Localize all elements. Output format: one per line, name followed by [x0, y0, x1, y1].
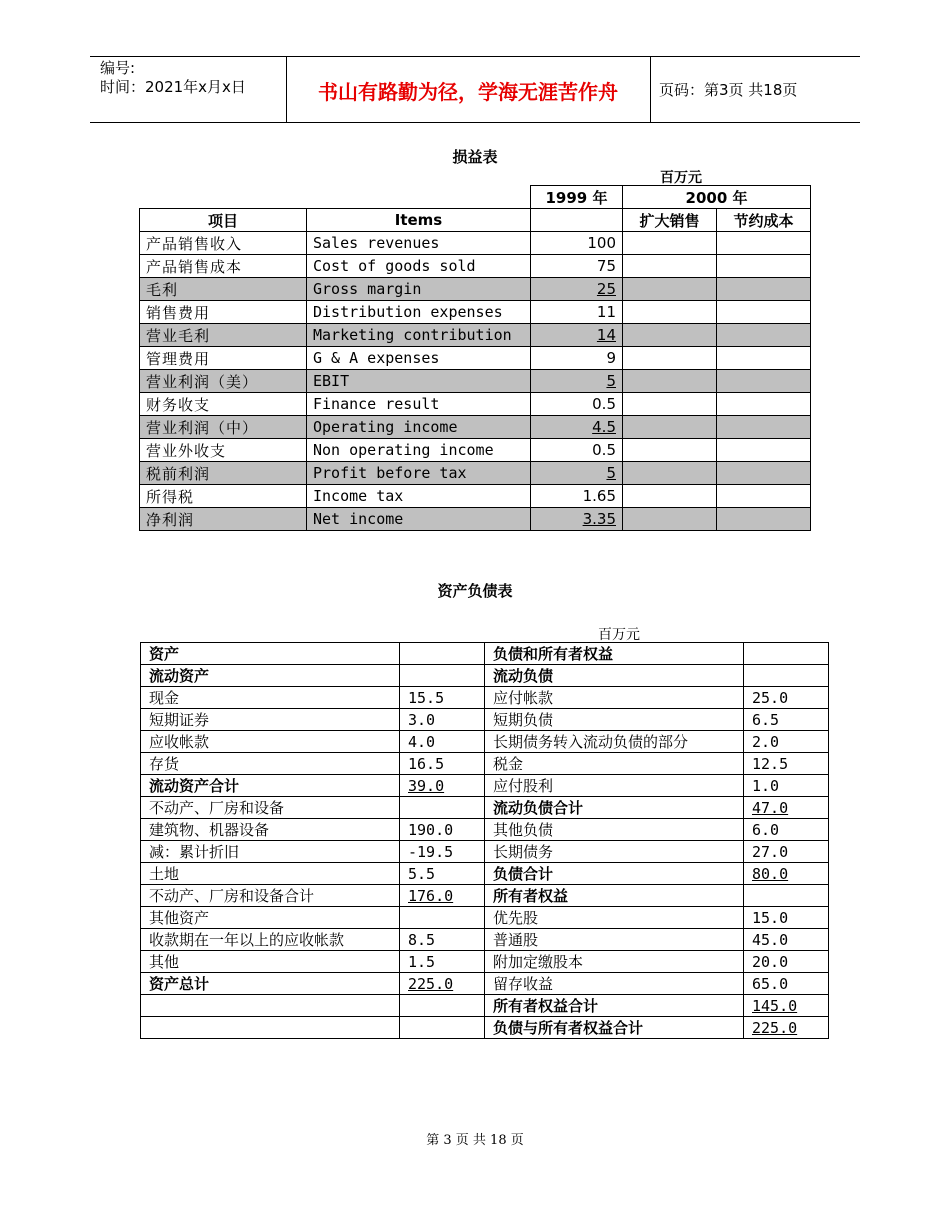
value-1999-cell	[531, 278, 623, 301]
table-row	[140, 278, 811, 301]
subtotal-value: 5	[606, 464, 616, 482]
liability-label-cell: 负债与所有者权益合计	[485, 1017, 744, 1039]
value-2000-expand-cell	[623, 462, 717, 485]
value-1999-cell: 11	[531, 301, 623, 324]
value-1999-cell	[531, 416, 623, 439]
asset-value-cell	[400, 973, 485, 995]
table-row	[141, 687, 829, 709]
asset-label-cell: 不动产、厂房和设备合计	[141, 885, 400, 907]
income-statement-title: 损益表	[452, 148, 498, 166]
asset-label-cell: 不动产、厂房和设备	[141, 797, 400, 819]
liability-value-cell	[744, 1017, 829, 1039]
year-2000-header: 2000 年	[623, 186, 811, 209]
liability-label-cell: 流动负债合计	[485, 797, 744, 819]
liability-label-cell: 其他负债	[485, 819, 744, 841]
value-2000-save-cell	[717, 393, 811, 416]
subtotal-value: 39.0	[408, 776, 445, 795]
value-2000-expand-cell	[623, 255, 717, 278]
value-2000-expand-cell	[623, 485, 717, 508]
value-1999-cell: 9	[531, 347, 623, 370]
table-row	[140, 393, 811, 416]
table-row	[140, 232, 811, 255]
value-2000-save-cell	[717, 324, 811, 347]
page-footer: 第 3 页 共 18 页	[426, 1133, 524, 1148]
value-1999-cell	[531, 324, 623, 347]
table-row	[141, 841, 829, 863]
table-row	[141, 709, 829, 731]
income-header-row-columns	[140, 209, 811, 232]
table-row	[140, 439, 811, 462]
table-row	[141, 929, 829, 951]
col-cost-saving: 节约成本	[717, 209, 811, 232]
item-cn-cell: 所得税	[140, 485, 307, 508]
table-row	[140, 508, 811, 531]
header-meta	[100, 59, 246, 97]
table-row	[140, 370, 811, 393]
item-en-cell: Profit before tax	[307, 462, 531, 485]
value-1999-cell: 75	[531, 255, 623, 278]
table-row	[140, 347, 811, 370]
item-en-cell: Finance result	[307, 393, 531, 416]
table-row	[141, 775, 829, 797]
asset-label-cell: 资产总计	[141, 973, 400, 995]
liability-value-cell	[744, 665, 829, 687]
liability-value-cell: 65.0	[744, 973, 829, 995]
value-2000-expand-cell	[623, 232, 717, 255]
asset-value-cell: 4.0	[400, 731, 485, 753]
table-row	[141, 863, 829, 885]
value-2000-save-cell	[717, 232, 811, 255]
subtotal-value: 176.0	[408, 886, 454, 905]
subtotal-value: 80.0	[752, 864, 789, 883]
liability-value-cell	[744, 797, 829, 819]
subtotal-value: 25	[596, 280, 616, 298]
liability-value-cell	[744, 995, 829, 1017]
value-2000-expand-cell	[623, 324, 717, 347]
asset-value-cell: 5.5	[400, 863, 485, 885]
table-row	[141, 753, 829, 775]
col-item-cn: 项目	[140, 209, 307, 232]
liability-value-cell: 12.5	[744, 753, 829, 775]
liability-label-cell: 优先股	[485, 907, 744, 929]
subtotal-value: 225.0	[752, 1018, 798, 1037]
asset-value-cell: -19.5	[400, 841, 485, 863]
item-cn-cell: 净利润	[140, 508, 307, 531]
value-2000-save-cell	[717, 347, 811, 370]
table-row	[140, 485, 811, 508]
asset-value-cell	[400, 797, 485, 819]
table-row	[141, 731, 829, 753]
col-item-en: Items	[307, 209, 531, 232]
item-cn-cell: 毛利	[140, 278, 307, 301]
liability-value-cell: 27.0	[744, 841, 829, 863]
balance-sheet-title: 资产负债表	[437, 582, 513, 600]
asset-value-cell	[400, 643, 485, 665]
asset-label-cell	[141, 995, 400, 1017]
table-row	[141, 797, 829, 819]
value-2000-expand-cell	[623, 416, 717, 439]
liability-value-cell	[744, 643, 829, 665]
table-row	[141, 907, 829, 929]
asset-value-cell	[400, 775, 485, 797]
value-1999-cell: 0.5	[531, 439, 623, 462]
header-top-rule	[90, 56, 860, 57]
asset-value-cell: 15.5	[400, 687, 485, 709]
subtotal-value: 14	[596, 326, 616, 344]
asset-label-cell: 收款期在一年以上的应收帐款	[141, 929, 400, 951]
liability-label-cell: 附加定缴股本	[485, 951, 744, 973]
item-en-cell: Net income	[307, 508, 531, 531]
item-cn-cell: 营业利润（美）	[140, 370, 307, 393]
asset-value-cell: 3.0	[400, 709, 485, 731]
asset-value-cell	[400, 885, 485, 907]
value-2000-expand-cell	[623, 301, 717, 324]
header-bottom-rule	[90, 122, 860, 123]
liability-label-cell: 应付股利	[485, 775, 744, 797]
asset-label-cell: 其他	[141, 951, 400, 973]
table-row	[141, 995, 829, 1017]
liability-value-cell: 15.0	[744, 907, 829, 929]
asset-label-cell: 流动资产合计	[141, 775, 400, 797]
item-cn-cell: 管理费用	[140, 347, 307, 370]
liability-label-cell: 税金	[485, 753, 744, 775]
liability-label-cell: 负债和所有者权益	[485, 643, 744, 665]
asset-value-cell	[400, 907, 485, 929]
liability-value-cell: 1.0	[744, 775, 829, 797]
liability-value-cell	[744, 863, 829, 885]
item-cn-cell: 产品销售成本	[140, 255, 307, 278]
table-row	[141, 643, 829, 665]
table-row	[140, 255, 811, 278]
asset-value-cell: 1.5	[400, 951, 485, 973]
item-cn-cell: 营业外收支	[140, 439, 307, 462]
value-2000-save-cell	[717, 255, 811, 278]
value-1999-cell	[531, 508, 623, 531]
date-label: 时间：2021年x月x日	[100, 78, 246, 96]
table-row	[140, 301, 811, 324]
item-cn-cell: 营业利润（中）	[140, 416, 307, 439]
table-row	[141, 665, 829, 687]
header-motto: 书山有路勤为径，学海无涯苦作舟	[318, 80, 618, 104]
value-2000-save-cell	[717, 462, 811, 485]
liability-value-cell	[744, 885, 829, 907]
table-row	[141, 951, 829, 973]
balance-sheet-unit: 百万元	[598, 627, 640, 643]
item-cn-cell: 财务收支	[140, 393, 307, 416]
value-2000-expand-cell	[623, 508, 717, 531]
value-2000-save-cell	[717, 301, 811, 324]
table-row	[140, 462, 811, 485]
subtotal-value: 4.5	[592, 418, 616, 436]
table-row	[141, 1017, 829, 1039]
header-page-label: 页码：第3页 共18页	[659, 81, 798, 99]
asset-label-cell: 应收帐款	[141, 731, 400, 753]
value-2000-expand-cell	[623, 278, 717, 301]
value-1999-cell: 100	[531, 232, 623, 255]
item-cn-cell: 销售费用	[140, 301, 307, 324]
liability-value-cell: 6.0	[744, 819, 829, 841]
item-cn-cell: 税前利润	[140, 462, 307, 485]
item-en-cell: Operating income	[307, 416, 531, 439]
liability-value-cell: 25.0	[744, 687, 829, 709]
asset-label-cell: 建筑物、机器设备	[141, 819, 400, 841]
item-cn-cell: 产品销售收入	[140, 232, 307, 255]
value-1999-cell: 1.65	[531, 485, 623, 508]
asset-label-cell: 存货	[141, 753, 400, 775]
item-en-cell: Marketing contribution	[307, 324, 531, 347]
asset-value-cell	[400, 1017, 485, 1039]
header-divider-right	[650, 56, 651, 122]
asset-label-cell: 流动资产	[141, 665, 400, 687]
value-1999-cell	[531, 462, 623, 485]
value-2000-expand-cell	[623, 370, 717, 393]
item-en-cell: Distribution expenses	[307, 301, 531, 324]
value-2000-expand-cell	[623, 439, 717, 462]
liability-label-cell: 留存收益	[485, 973, 744, 995]
value-2000-save-cell	[717, 508, 811, 531]
liability-value-cell: 45.0	[744, 929, 829, 951]
liability-label-cell: 长期债务	[485, 841, 744, 863]
asset-label-cell: 土地	[141, 863, 400, 885]
table-row	[140, 324, 811, 347]
asset-value-cell: 190.0	[400, 819, 485, 841]
liability-label-cell: 长期债务转入流动负债的部分	[485, 731, 744, 753]
asset-label-cell: 其他资产	[141, 907, 400, 929]
year-1999-header: 1999 年	[531, 186, 623, 209]
table-row	[141, 973, 829, 995]
liability-label-cell: 短期负债	[485, 709, 744, 731]
value-2000-expand-cell	[623, 393, 717, 416]
subtotal-value: 225.0	[408, 974, 454, 993]
liability-label-cell: 所有者权益	[485, 885, 744, 907]
liability-value-cell: 20.0	[744, 951, 829, 973]
item-en-cell: Cost of goods sold	[307, 255, 531, 278]
subtotal-value: 47.0	[752, 798, 789, 817]
table-row	[141, 819, 829, 841]
subtotal-value: 5	[606, 372, 616, 390]
balance-sheet-table	[140, 642, 829, 1039]
item-en-cell: Income tax	[307, 485, 531, 508]
asset-value-cell: 8.5	[400, 929, 485, 951]
liability-label-cell: 负债合计	[485, 863, 744, 885]
item-en-cell: G & A expenses	[307, 347, 531, 370]
value-2000-expand-cell	[623, 347, 717, 370]
liability-label-cell: 普通股	[485, 929, 744, 951]
item-en-cell: Non operating income	[307, 439, 531, 462]
asset-value-cell: 16.5	[400, 753, 485, 775]
liability-label-cell: 所有者权益合计	[485, 995, 744, 1017]
asset-value-cell	[400, 995, 485, 1017]
item-en-cell: Gross margin	[307, 278, 531, 301]
value-2000-save-cell	[717, 278, 811, 301]
table-row	[141, 885, 829, 907]
value-2000-save-cell	[717, 416, 811, 439]
liability-value-cell: 2.0	[744, 731, 829, 753]
subtotal-value: 145.0	[752, 996, 798, 1015]
item-cn-cell: 营业毛利	[140, 324, 307, 347]
asset-label-cell: 减：累计折旧	[141, 841, 400, 863]
item-en-cell: EBIT	[307, 370, 531, 393]
asset-label-cell: 现金	[141, 687, 400, 709]
item-en-cell: Sales revenues	[307, 232, 531, 255]
liability-value-cell: 6.5	[744, 709, 829, 731]
value-1999-cell: 0.5	[531, 393, 623, 416]
table-row	[140, 416, 811, 439]
liability-label-cell: 流动负债	[485, 665, 744, 687]
liability-label-cell: 应付帐款	[485, 687, 744, 709]
col-expand-sales: 扩大销售	[623, 209, 717, 232]
income-statement-table	[139, 185, 811, 531]
income-statement-unit: 百万元	[660, 170, 702, 186]
asset-label-cell: 短期证券	[141, 709, 400, 731]
asset-label-cell: 资产	[141, 643, 400, 665]
value-2000-save-cell	[717, 485, 811, 508]
income-header-row-years	[140, 186, 811, 209]
asset-value-cell	[400, 665, 485, 687]
asset-label-cell	[141, 1017, 400, 1039]
value-1999-cell	[531, 370, 623, 393]
value-2000-save-cell	[717, 439, 811, 462]
value-2000-save-cell	[717, 370, 811, 393]
serial-label: 编号:	[100, 59, 136, 77]
subtotal-value: 3.35	[582, 510, 616, 528]
